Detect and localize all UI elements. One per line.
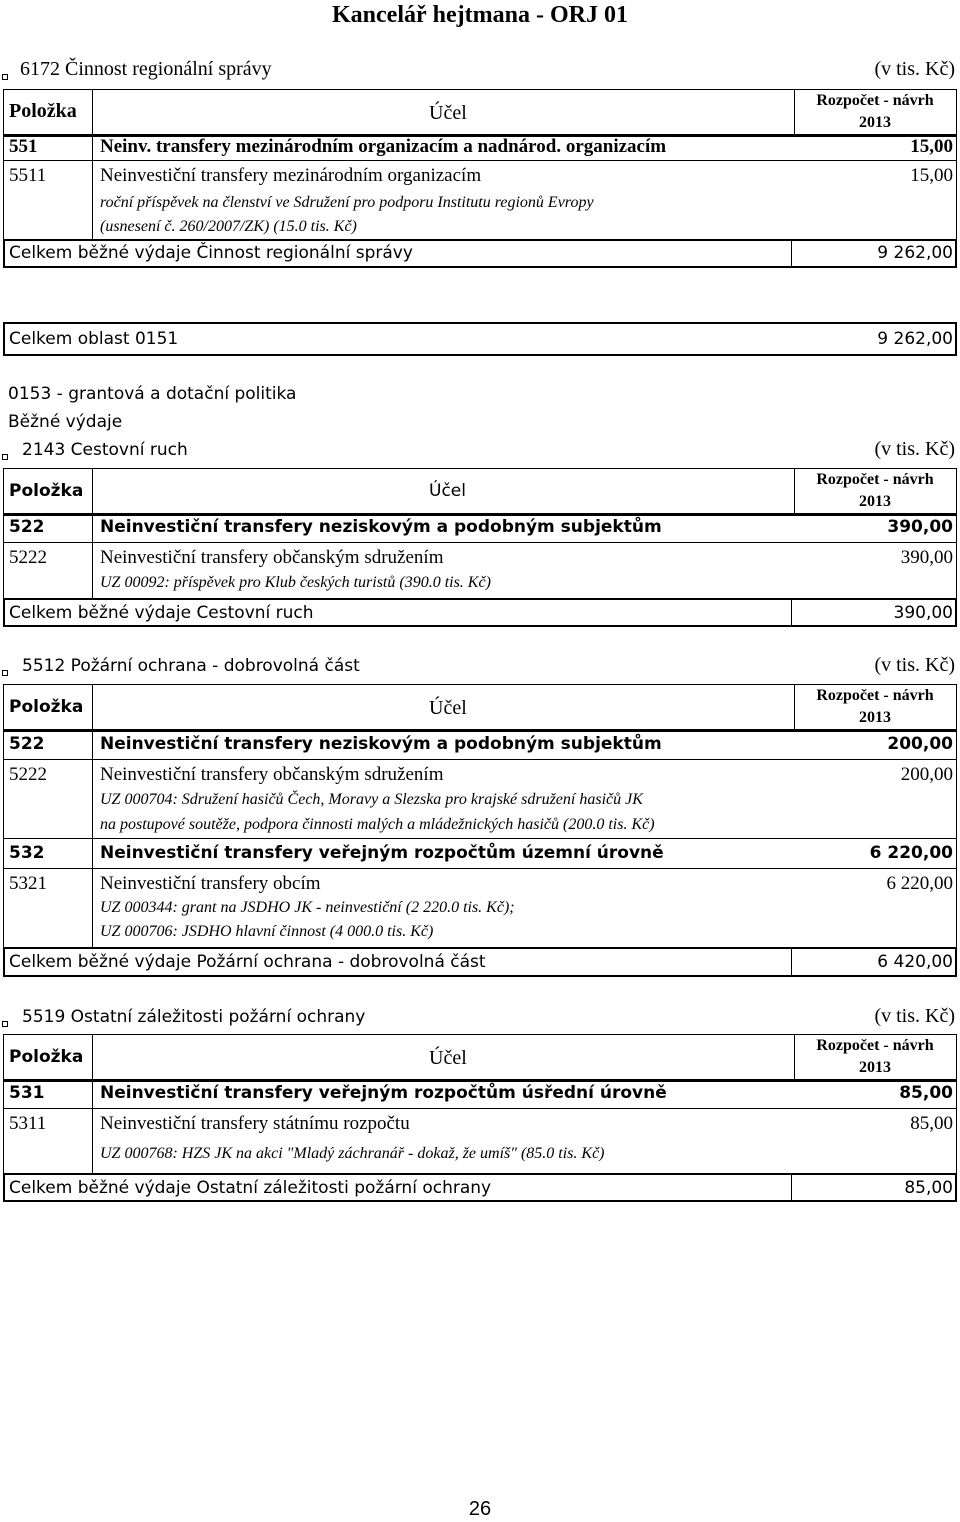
section-marker-icon: [2, 74, 8, 80]
table-row: 5311 Neinvestiční transfery státnímu rozpočtu 85,00 UZ 000768: HZS JK na akci "Mladý záchranář - dokaž, že umíš" (85.0 tis. Kč): [3, 1109, 957, 1173]
total-row: Celkem běžné výdaje Cestovní ruch 390,00: [3, 598, 957, 627]
table-row: 5222 Neinvestiční transfery občanským sdružením 390,00 UZ 00092: příspěvek pro Klub českých turistů (390.0 tis. Kč): [3, 543, 957, 598]
table-header: Položka Účel Rozpočet - návrh 2013: [3, 89, 957, 137]
table-row: 531 Neinvestiční transfery veřejným rozpočtům úsřední úrovně 85,00: [3, 1079, 957, 1109]
section-marker-icon: [2, 1021, 8, 1027]
table-header: Položka Účel Rozpočet - návrh 2013: [3, 684, 957, 732]
expense-type-heading: Běžné výdaje: [8, 412, 123, 432]
table-row: 551 Neinv. transfery mezinárodním organizacím a nadnárod. organizacím 15,00: [3, 134, 957, 161]
table-row: 522 Neinvestiční transfery neziskovým a podobným subjektům 390,00: [3, 513, 957, 543]
table-row: 5321 Neinvestiční transfery obcím 6 220,00 UZ 000344: grant na JSDHO JK - neinvestiční (2 220.0 tis. Kč); UZ 000706: JSDHO hlavní činnost (4 000.0 tis. Kč): [3, 869, 957, 947]
total-row: Celkem běžné výdaje Činnost regionální správy 9 262,00: [3, 239, 957, 268]
total-row: Celkem běžné výdaje Požární ochrana - dobrovolná část 6 420,00: [3, 947, 957, 977]
unit-label: (v tis. Kč): [874, 58, 955, 80]
unit-label: (v tis. Kč): [874, 438, 955, 460]
section-marker-icon: [2, 454, 8, 460]
table-header: Položka Účel Rozpočet - návrh 2013: [3, 468, 957, 516]
table-row: 532 Neinvestiční transfery veřejným rozpočtům územní úrovně 6 220,00: [3, 839, 957, 869]
table-header: Položka Účel Rozpočet - návrh 2013: [3, 1034, 957, 1082]
page-title: Kancelář hejtmana - ORJ 01: [332, 2, 628, 28]
unit-label: (v tis. Kč): [874, 654, 955, 676]
unit-label: (v tis. Kč): [874, 1005, 955, 1027]
table-row: 522 Neinvestiční transfery neziskovým a podobným subjektům 200,00: [3, 729, 957, 760]
table-row: 5511 Neinvestiční transfery mezinárodním organizacím 15,00 roční příspěvek na členství ve Sdružení pro podporu Institutu regionů Evropy (usnesení č. 260/2007/ZK) (15.0 tis. Kč): [3, 161, 957, 239]
area-heading: 0153 - grantová a dotační politika: [8, 384, 297, 404]
table-row: 5222 Neinvestiční transfery občanským sdružením 200,00 UZ 000704: Sdružení hasičů Čech, Moravy a Slezska pro krajské sdružení hasičů JK na postupové soutěže, podpora činnosti malých a mládežnických hasičů (200.0 tis. Kč): [3, 760, 957, 839]
total-row: Celkem běžné výdaje Ostatní záležitosti požární ochrany 85,00: [3, 1173, 957, 1202]
oblast-total-row: Celkem oblast 0151 9 262,00: [3, 322, 957, 356]
page-number: 26: [468, 1498, 492, 1520]
section-marker-icon: [2, 670, 8, 676]
